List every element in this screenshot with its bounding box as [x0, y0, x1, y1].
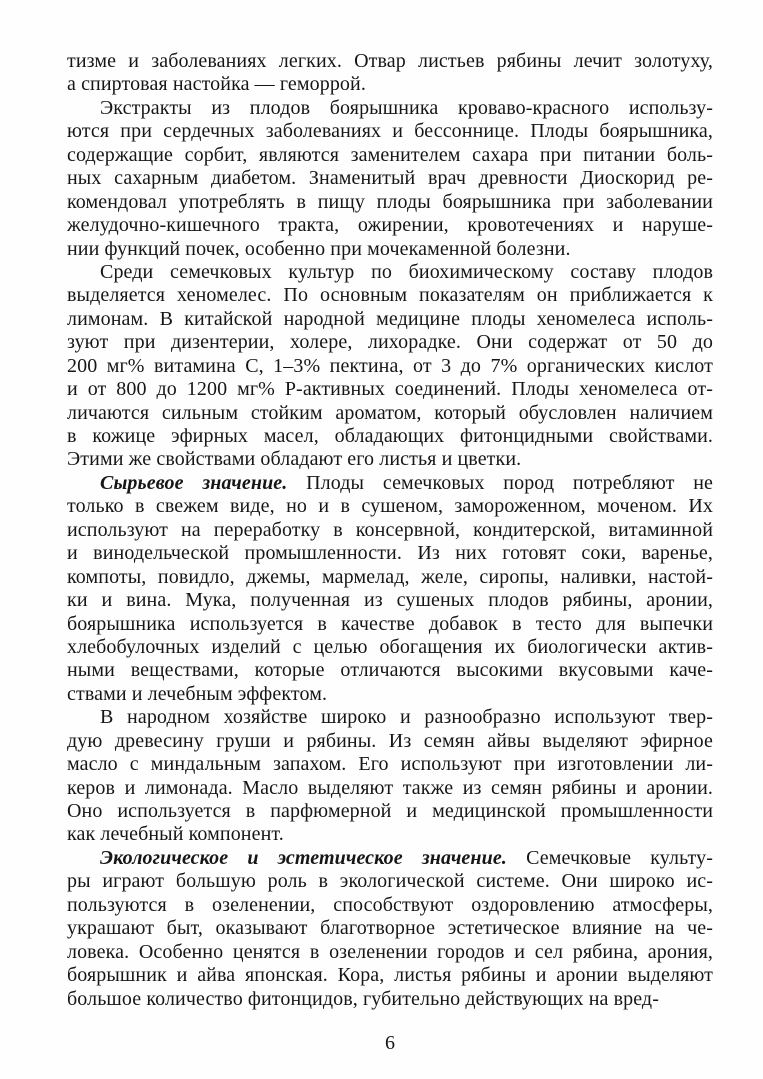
- text-line: пользуются в озеленении, способствуют оздоровлению атмосферы,: [67, 893, 713, 916]
- text-line: ных сахарным диабетом. Знаменитый врач древности Диоскорид ре-: [67, 167, 713, 190]
- text-line: украшают быт, оказывают благотворное эстетическое влияние на че-: [67, 917, 713, 940]
- page-number: 6: [385, 1032, 395, 1054]
- text-line: содержащие сорбит, являются заменителем сахара при питании боль-: [67, 143, 713, 166]
- section-heading: Сырьевое значение.: [100, 471, 288, 494]
- text-line: Экологическое и эстетическое значение. Семечковые культу-: [100, 846, 713, 869]
- text-line: как лечебный компонент.: [67, 823, 284, 846]
- text-line: а спиртовая настойка — геморрой.: [67, 73, 366, 96]
- text-line: желудочно-кишечного тракта, ожирении, кровотечениях и наруше-: [67, 214, 713, 237]
- page-footer: [67, 1032, 713, 1055]
- text-line: Среди семечковых культур по биохимическому составу плодов: [100, 260, 713, 283]
- text-line: керов и лимонада. Масло выделяют также из семян рябины и аронии.: [67, 776, 713, 799]
- section-heading: Экологическое и эстетическое значение.: [100, 846, 507, 869]
- text-line: ловека. Особенно ценятся в озеленении городов и сел рябина, арония,: [67, 940, 713, 963]
- text-line: выделяется хеномелес. По основным показателям он приближается к: [67, 284, 713, 307]
- text-line: зуют при дизентерии, холере, лихорадке. Они содержат от 50 до: [67, 331, 713, 354]
- text-line: боярышник и айва японская. Кора, листья рябины и аронии выделяют: [67, 964, 713, 987]
- text-line: комендовал употреблять в пищу плоды боярышника при заболевании: [67, 190, 713, 213]
- text-line: ются при сердечных заболеваниях и бессоннице. Плоды боярышника,: [67, 120, 713, 143]
- text-line: ствами и лечебным эффектом.: [67, 682, 328, 705]
- text-line: Сырьевое значение. Плоды семечковых пород потребляют не: [100, 471, 713, 494]
- text-line: дую древесину груши и рябины. Из семян айвы выделяют эфирное: [67, 729, 713, 752]
- text-line: В народном хозяйстве широко и разнообразно используют твер-: [100, 706, 713, 729]
- text-line: Этими же свойствами обладают его листья и цветки.: [67, 448, 522, 471]
- text-line: только в свежем виде, но и в сушеном, замороженном, моченом. Их: [67, 495, 713, 518]
- text-block: [67, 50, 713, 1011]
- text-line: компоты, повидло, джемы, мармелад, желе, сиропы, наливки, настой-: [67, 565, 713, 588]
- text-line: боярышника используется в качестве добавок в тесто для выпечки: [67, 612, 713, 635]
- text-line: нии функций почек, особенно при мочекаменной болезни.: [67, 237, 571, 260]
- text-line: и винодельческой промышленности. Из них готовят соки, варенье,: [67, 542, 713, 565]
- text-line: ки и вина. Мука, полученная из сушеных плодов рябины, аронии,: [67, 589, 713, 612]
- text-line: ры играют большую роль в экологической системе. Они широко ис-: [67, 870, 713, 893]
- text-line: 200 мг% витамина С, 1–3% пектина, от 3 до 7% органических кислот: [67, 354, 713, 377]
- text-line: Экстракты из плодов боярышника кроваво-красного использу-: [100, 96, 713, 119]
- text-line: ными веществами, которые отличаются высокими вкусовыми каче-: [67, 659, 713, 682]
- text-line: тизме и заболеваниях легких. Отвар листьев рябины лечит золотуху,: [67, 50, 713, 72]
- text-line: масло с миндальным запахом. Его используют при изготовлении ли-: [67, 753, 713, 776]
- text-line: и от 800 до 1200 мг% Р-активных соединений. Плоды хеномелеса от-: [67, 378, 713, 401]
- text-line: хлебобулочных изделий с целью обогащения их биологически актив-: [67, 635, 713, 658]
- text-line: лимонам. В китайской народной медицине плоды хеномелеса исполь-: [67, 307, 713, 330]
- text-line: большое количество фитонцидов, губительно действующих на вред-: [67, 987, 659, 1010]
- text-line: личаются сильным стойким ароматом, который обусловлен наличием: [67, 401, 713, 424]
- text-line: в кожице эфирных масел, обладающих фитонцидными свойствами.: [67, 425, 713, 447]
- text-line: используют на переработку в консервной, кондитерской, витаминной: [67, 518, 713, 541]
- text-line: Оно используется в парфюмерной и медицинской промышленности: [67, 800, 713, 822]
